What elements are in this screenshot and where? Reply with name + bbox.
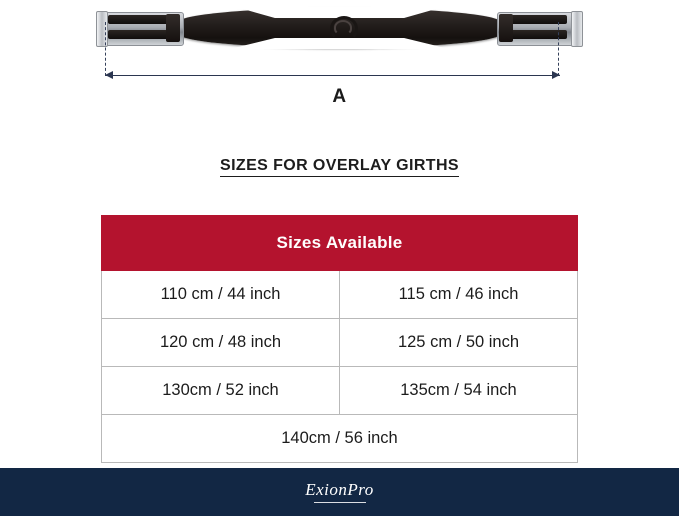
table-row bbox=[102, 319, 578, 367]
measure-arrow-left-icon bbox=[105, 71, 113, 79]
size-cell: 115 cm / 46 inch bbox=[340, 271, 578, 319]
measure-tick-left bbox=[105, 22, 107, 76]
brand-underline bbox=[314, 502, 366, 503]
dimension-label: A bbox=[332, 86, 347, 107]
buckle-icon bbox=[571, 11, 583, 47]
page-title-text: SIZES FOR OVERLAY GIRTHS bbox=[220, 157, 459, 177]
brand-logo: ExionPro bbox=[305, 480, 374, 499]
measure-arrow-right-icon bbox=[552, 71, 560, 79]
size-cell: 120 cm / 48 inch bbox=[102, 319, 340, 367]
table-header-cell: Sizes Available bbox=[102, 216, 578, 271]
page-title bbox=[0, 157, 679, 175]
measurement-bracket bbox=[105, 22, 560, 82]
product-illustration bbox=[0, 0, 679, 120]
table-row bbox=[102, 415, 578, 463]
measure-line bbox=[105, 75, 560, 76]
size-cell-wide: 140cm / 56 inch bbox=[102, 415, 578, 463]
table-row bbox=[102, 271, 578, 319]
size-cell: 130cm / 52 inch bbox=[102, 367, 340, 415]
table-header-row bbox=[102, 216, 578, 271]
sizes-table bbox=[101, 215, 578, 463]
footer-bar bbox=[0, 468, 679, 516]
measure-tick-right bbox=[558, 22, 560, 76]
table-row bbox=[102, 367, 578, 415]
size-cell: 125 cm / 50 inch bbox=[340, 319, 578, 367]
size-cell: 135cm / 54 inch bbox=[340, 367, 578, 415]
size-cell: 110 cm / 44 inch bbox=[102, 271, 340, 319]
